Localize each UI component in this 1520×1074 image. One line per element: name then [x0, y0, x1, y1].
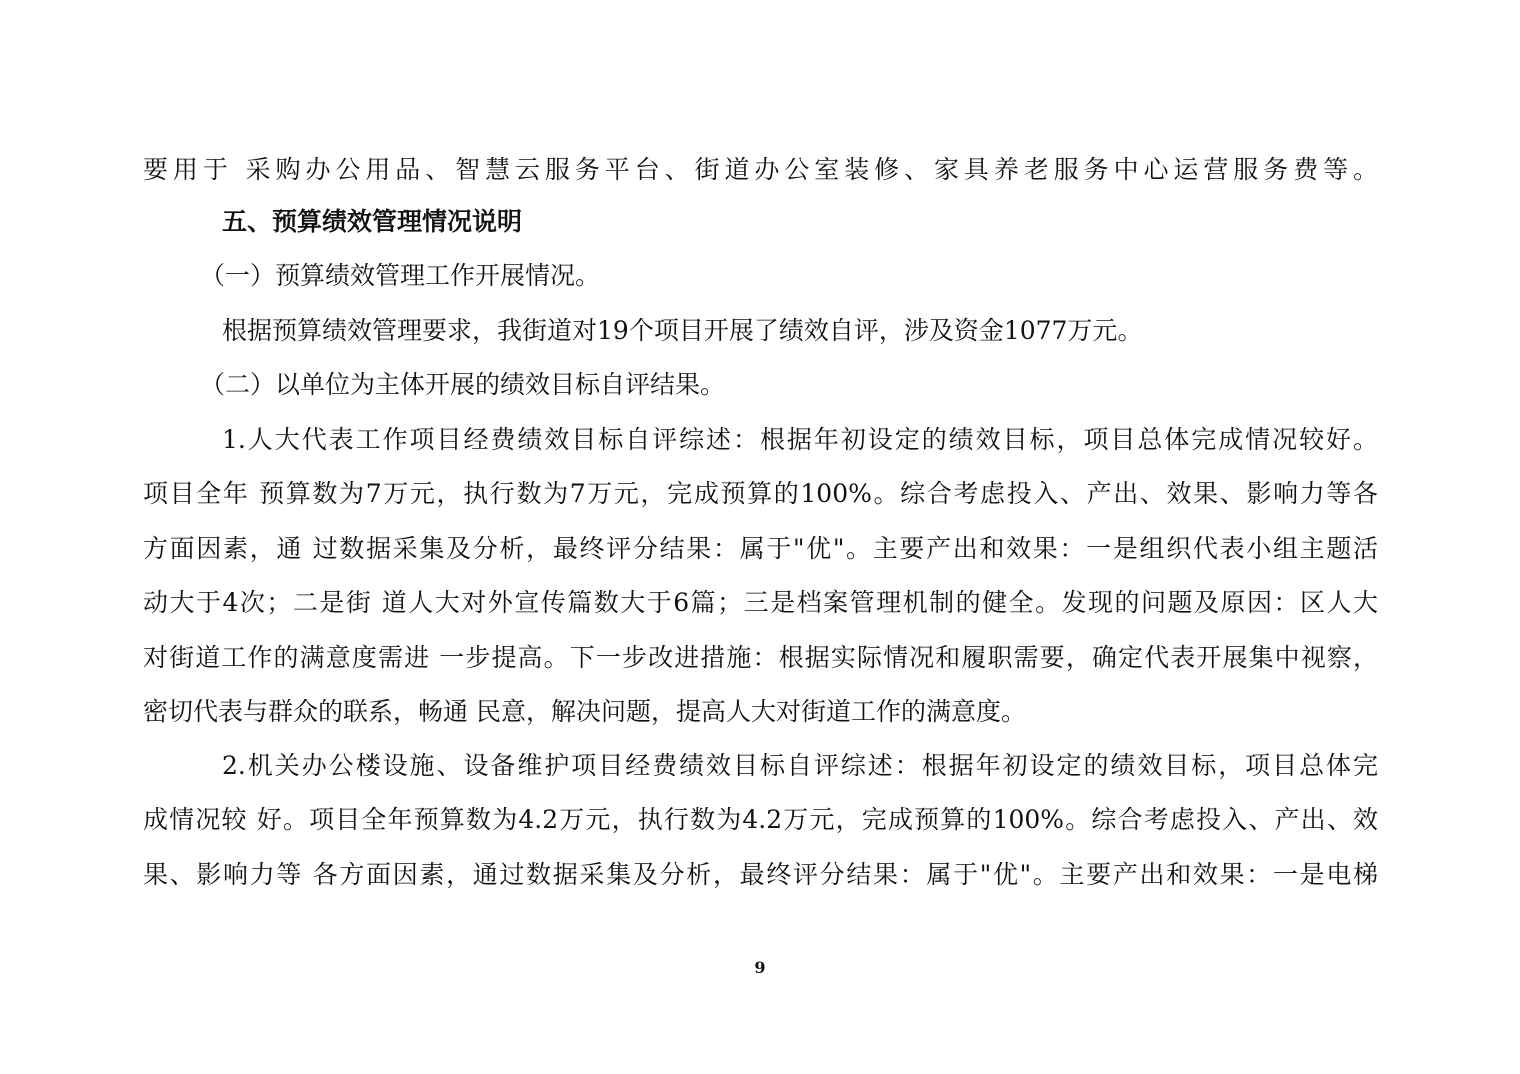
paragraph-line: 密切代表与群众的联系，畅通 民意，解决问题，提高人大对街道工作的满意度。	[143, 697, 1026, 726]
paragraph-line: 动大于4次；二是街 道人大对外宣传篇数大于6篇；三是档案管理机制的健全。发现的问题及原因：区人大	[143, 588, 1378, 617]
subsection-heading: （一）预算绩效管理工作开展情况。	[200, 261, 601, 290]
paragraph-line: 方面因素，通 过数据采集及分析，最终评分结果：属于"优"。主要产出和效果：一是组织代表小组主题活	[143, 534, 1378, 563]
paragraph-line: 根据预算绩效管理要求，我街道对19个项目开展了绩效自评，涉及资金1077万元。	[222, 316, 1143, 345]
page-number: 9	[754, 958, 766, 977]
paragraph-line: 要用于 采购办公用品、智慧云服务平台、街道办公室装修、家具养老服务中心运营服务费等。	[143, 155, 1378, 184]
paragraph-line: 对街道工作的满意度需进 一步提高。下一步改进措施：根据实际情况和履职需要，确定代表开展集中视察，	[143, 643, 1378, 672]
paragraph-line: 项目全年 预算数为7万元，执行数为7万元，完成预算的100%。综合考虑投入、产出、效果、影响力等各	[143, 479, 1378, 508]
paragraph-line: 成情况较 好。项目全年预算数为4.2万元，执行数为4.2万元，完成预算的100%。综合考虑投入、产出、效	[143, 805, 1378, 834]
paragraph-line: 2.机关办公楼设施、设备维护项目经费绩效目标自评综述：根据年初设定的绩效目标，项目总体完	[222, 751, 1378, 780]
subsection-heading: （二）以单位为主体开展的绩效目标自评结果。	[200, 370, 726, 399]
paragraph-line: 1.人大代表工作项目经费绩效目标自评综述：根据年初设定的绩效目标，项目总体完成情况较好。	[222, 425, 1378, 454]
section-heading: 五、预算绩效管理情况说明	[222, 207, 523, 236]
paragraph-line: 果、影响力等 各方面因素，通过数据采集及分析，最终评分结果：属于"优"。主要产出和效果：一是电梯	[143, 860, 1378, 889]
